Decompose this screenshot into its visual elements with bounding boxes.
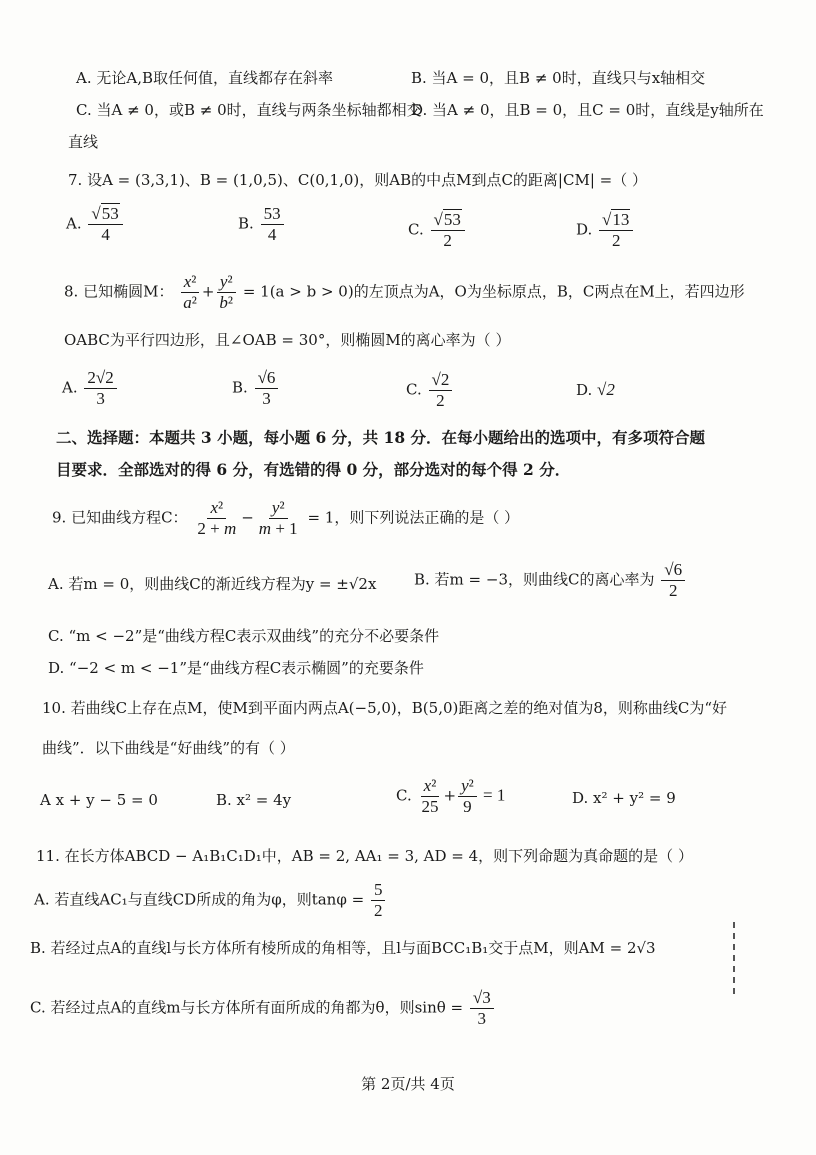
q7-a-num: 53: [101, 204, 119, 223]
section2-header-line2: 目要求．全部选对的得 6 分，有选错的得 0 分，部分选对的每个得 2 分．: [56, 460, 571, 479]
q6-option-b: B. 当A = 0，且B ≠ 0时，直线只与x轴相交: [411, 69, 706, 87]
q7-c-num: 53: [443, 210, 461, 229]
q7-d-den: 2: [611, 231, 621, 250]
q7-option-b: [238, 204, 286, 245]
q10-option-a: A x + y − 5 = 0: [40, 791, 158, 809]
q6-option-d-cont: 直线: [68, 133, 99, 151]
q7-c-label: C.: [408, 220, 424, 239]
q8-c-label: C.: [406, 380, 422, 399]
q11-stem: 11. 在长方体ABCD − A₁B₁C₁D₁中，AB = 2, AA₁ = 3, AD = 4，则下列命题为真命题的是（ ）: [36, 847, 693, 865]
q8-d-val: √2: [597, 380, 615, 399]
q9-option-b: [414, 560, 687, 601]
q9-option-d: D. “−2 < m < −1”是“曲线方程C表示椭圆”的充要条件: [48, 659, 424, 677]
q10-stem-line2: 曲线”．以下曲线是“好曲线”的有（ ）: [42, 739, 295, 757]
q11-option-c-pre: C. 若经过点A的直线m与长方体所有面所成的角都为θ，则sinθ =: [30, 998, 464, 1017]
q9-stem-pre: 9. 已知曲线方程C：: [52, 508, 188, 527]
q7-c-den: 2: [443, 231, 452, 250]
q7-b-num: 53: [261, 204, 284, 225]
q9-frac-x: $\frac{\text{x²}}{2 + m}$: [197, 498, 237, 538]
q9-option-c: C. “m < −2”是“曲线方程C表示双曲线”的充分不必要条件: [48, 627, 440, 645]
q9-option-a: A. 若m = 0，则曲线C的渐近线方程为y = ±√2x: [48, 575, 377, 593]
q8-frac-y: $\frac{\text{y²}}{\text{b²}}$: [216, 272, 236, 313]
q8-d-label: D.: [576, 381, 593, 399]
q11-option-c-den: 3: [477, 1009, 487, 1028]
q7-b-den: 4: [267, 225, 277, 244]
q8-option-d: [576, 380, 615, 400]
section2-header-line1: 二、选择题：本题共 3 小题，每小题 6 分，共 18 分．在每小题给出的选项中，有多项符合题: [56, 428, 706, 447]
q11-option-a-pre: A. 若直线AC₁与直线CD所成的角为φ，则tanφ =: [34, 890, 365, 909]
q8-b-num: √6: [255, 368, 279, 389]
q8-a-label: A.: [62, 378, 78, 397]
q11-option-a-num: 5: [371, 880, 386, 901]
q10-option-b: B. x² = 4y: [216, 791, 292, 809]
q8-a-num: 2√2: [84, 368, 116, 389]
q6-option-c: C. 当A ≠ 0，或B ≠ 0时，直线与两条坐标轴都相交: [76, 101, 422, 119]
q7-b-label: B.: [238, 214, 254, 233]
q7-d-label: D.: [576, 220, 593, 239]
q9-stem: 9. 已知曲线方程C： $\frac{\text{x²}}{2 + m}$ − $\frac{\text{y²}}{m + 1}$ = 1，则下列说法正确的是（ ）: [52, 498, 520, 538]
q8-stem-line2: OABC为平行四边形，且∠OAB = 30°，则椭圆M的离心率为（ ）: [64, 331, 511, 349]
binding-edge-mark: [733, 922, 735, 994]
q7-option-a: A. $\frac{√53}{4}$: [66, 204, 125, 245]
q10-option-c: C. $\frac{\text{x²}}{25}$ + $\frac{\text{y²}}{9}$ = 1: [396, 776, 506, 816]
q11-option-c-num: √3: [470, 988, 494, 1009]
q8-stem-post: = 1(a > b > 0)的左顶点为A，O为坐标原点，B，C两点在M上，若四边形: [242, 282, 745, 301]
q7-option-c: C. $\frac{√53}{2}$: [408, 210, 467, 251]
q8-stem-line1: 8. 已知椭圆M： $\frac{\text{x²}}{\text{a²}}$ + $\frac{\text{y²}}{\text{b²}}$ = 1(a > b > 0)的左顶点为A，O为坐标原点，B，C两点在M上，若四边形: [64, 272, 745, 312]
q9-option-b-den: 2: [668, 581, 678, 600]
q7-a-label: A.: [66, 214, 82, 233]
q8-stem-pre: 8. 已知椭圆M：: [64, 282, 174, 301]
q9-stem-post: = 1，则下列说法正确的是（ ）: [307, 508, 520, 527]
page-footer: 第 2页/共 4页: [361, 1075, 455, 1093]
q8-b-den: 3: [262, 389, 271, 408]
q8-option-b: [232, 368, 280, 409]
q10-option-d: D. x² + y² = 9: [572, 789, 676, 807]
q11-option-b: B. 若经过点A的直线l与长方体所有棱所成的角相等，且l与面BCC₁B₁交于点M，则AM = 2√3: [30, 939, 656, 957]
q9-option-b-num: √6: [661, 560, 685, 581]
q8-c-den: 2: [436, 391, 445, 410]
q11-option-c: [30, 988, 496, 1029]
q8-b-label: B.: [232, 378, 248, 397]
q7-a-den: 4: [101, 225, 110, 244]
q6-option-d: D. 当A ≠ 0，且B = 0，且C = 0时，直线是y轴所在: [411, 101, 764, 119]
q10-option-c-label: C.: [396, 786, 412, 805]
q8-option-c: [406, 370, 454, 411]
q8-option-a: [62, 368, 119, 409]
q9-frac-y: $\frac{\text{y²}}{m + 1}$: [258, 498, 298, 538]
q7-stem: 7. 设A = (3,3,1)、B = (1,0,5)、C(0,1,0)，则AB的中点M到点C的距离|CM| =（ ）: [68, 171, 647, 189]
q11-option-a-den: 2: [373, 901, 383, 920]
q8-frac-x: $\frac{\text{x²}}{\text{a²}}$: [180, 272, 200, 313]
q11-option-a: [34, 880, 387, 921]
q7-option-d: D. $\frac{√13}{2}$: [576, 210, 635, 251]
q10-stem-line1: 10. 若曲线C上存在点M，使M到平面内两点A(−5,0)，B(5,0)距离之差的绝对值为8，则称曲线C为“好: [42, 699, 728, 717]
q6-option-a: A. 无论A,B取任何值，直线都存在斜率: [76, 69, 333, 87]
q7-d-num: 13: [612, 210, 630, 229]
q9-option-b-pre: B. 若m = −3，则曲线C的离心率为: [414, 570, 655, 589]
q8-a-den: 3: [96, 389, 105, 408]
q8-c-num: √2: [429, 370, 453, 391]
